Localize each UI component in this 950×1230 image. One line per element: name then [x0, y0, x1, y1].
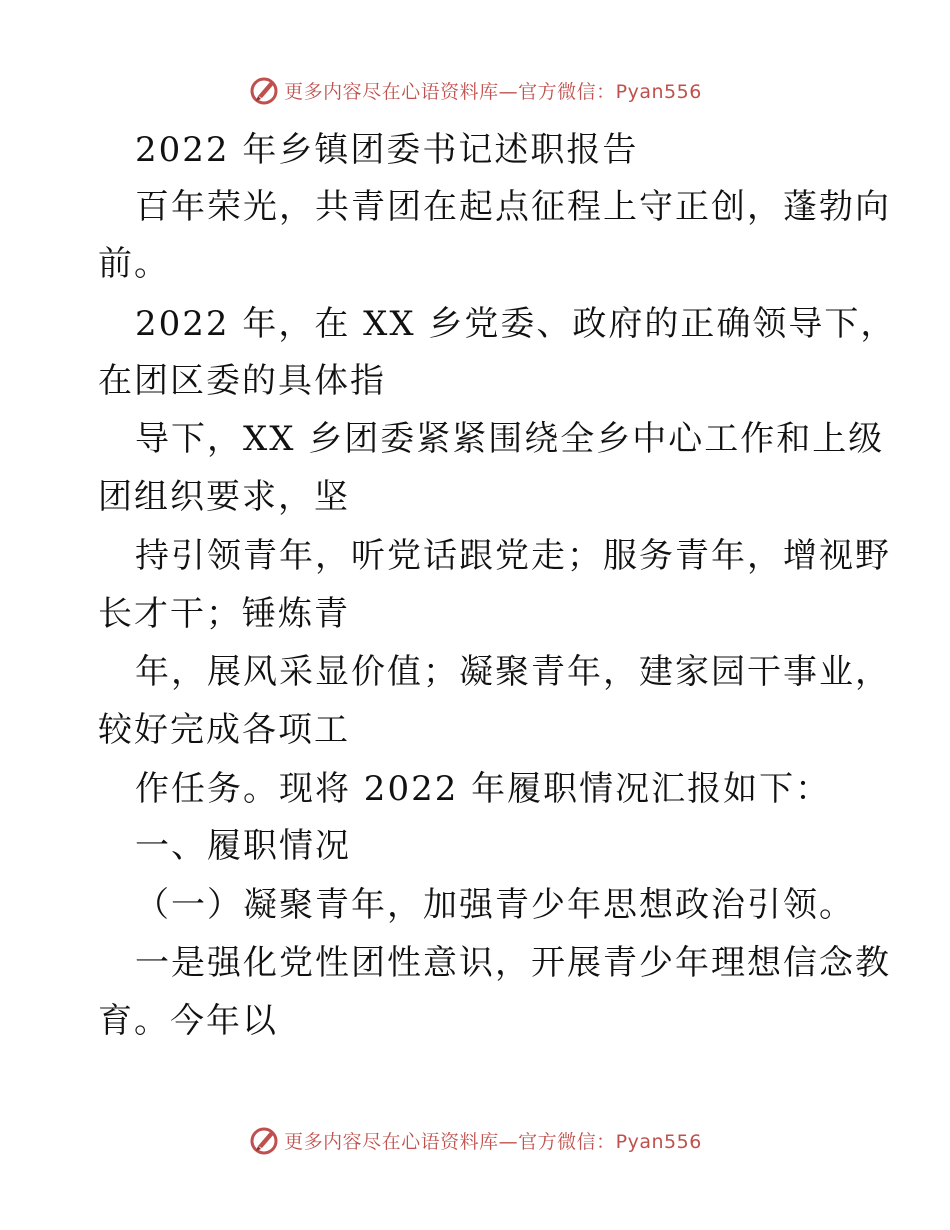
pen-logo-icon	[248, 74, 280, 106]
paragraph-line: 2022 年，在 XX 乡党委、政府的正确领导下，	[135, 304, 897, 344]
header-watermark-text: 更多内容尽在心语资料库—官方微信：Pyan556	[284, 80, 702, 103]
document-title: 2022 年乡镇团委书记述职报告	[135, 130, 639, 170]
paragraph-line: 一是强化党性团性意识，开展青少年理想信念教	[135, 943, 891, 983]
paragraph-line: 长才干；锤炼青	[98, 594, 350, 634]
paragraph-line: 导下，XX 乡团委紧紧围绕全乡中心工作和上级	[135, 419, 885, 459]
footer-watermark-text: 更多内容尽在心语资料库—官方微信：Pyan556	[284, 1130, 702, 1153]
header-watermark	[0, 70, 950, 110]
paragraph-line: 持引领青年，听党话跟党走；服务青年，增视野	[135, 536, 891, 576]
subsection-heading: （一）凝聚青年，加强青少年思想政治引领。	[135, 885, 855, 925]
paragraph-line: 百年荣光，共青团在起点征程上守正创，蓬勃向	[135, 187, 891, 227]
paragraph-line: 较好完成各项工	[98, 710, 350, 750]
paragraph-line: 前。	[98, 244, 170, 284]
paragraph-line: 育。今年以	[98, 1001, 278, 1041]
footer-watermark	[0, 1120, 950, 1160]
section-heading: 一、履职情况	[135, 826, 351, 866]
paragraph-line: 团组织要求，坚	[98, 477, 350, 517]
pen-logo-icon	[248, 1124, 280, 1156]
paragraph-line: 在团区委的具体指	[98, 361, 386, 401]
paragraph-line: 年，展风采显价值；凝聚青年，建家园干事业，	[135, 652, 891, 692]
paragraph-line: 作任务。现将 2022 年履职情况汇报如下：	[135, 769, 832, 809]
